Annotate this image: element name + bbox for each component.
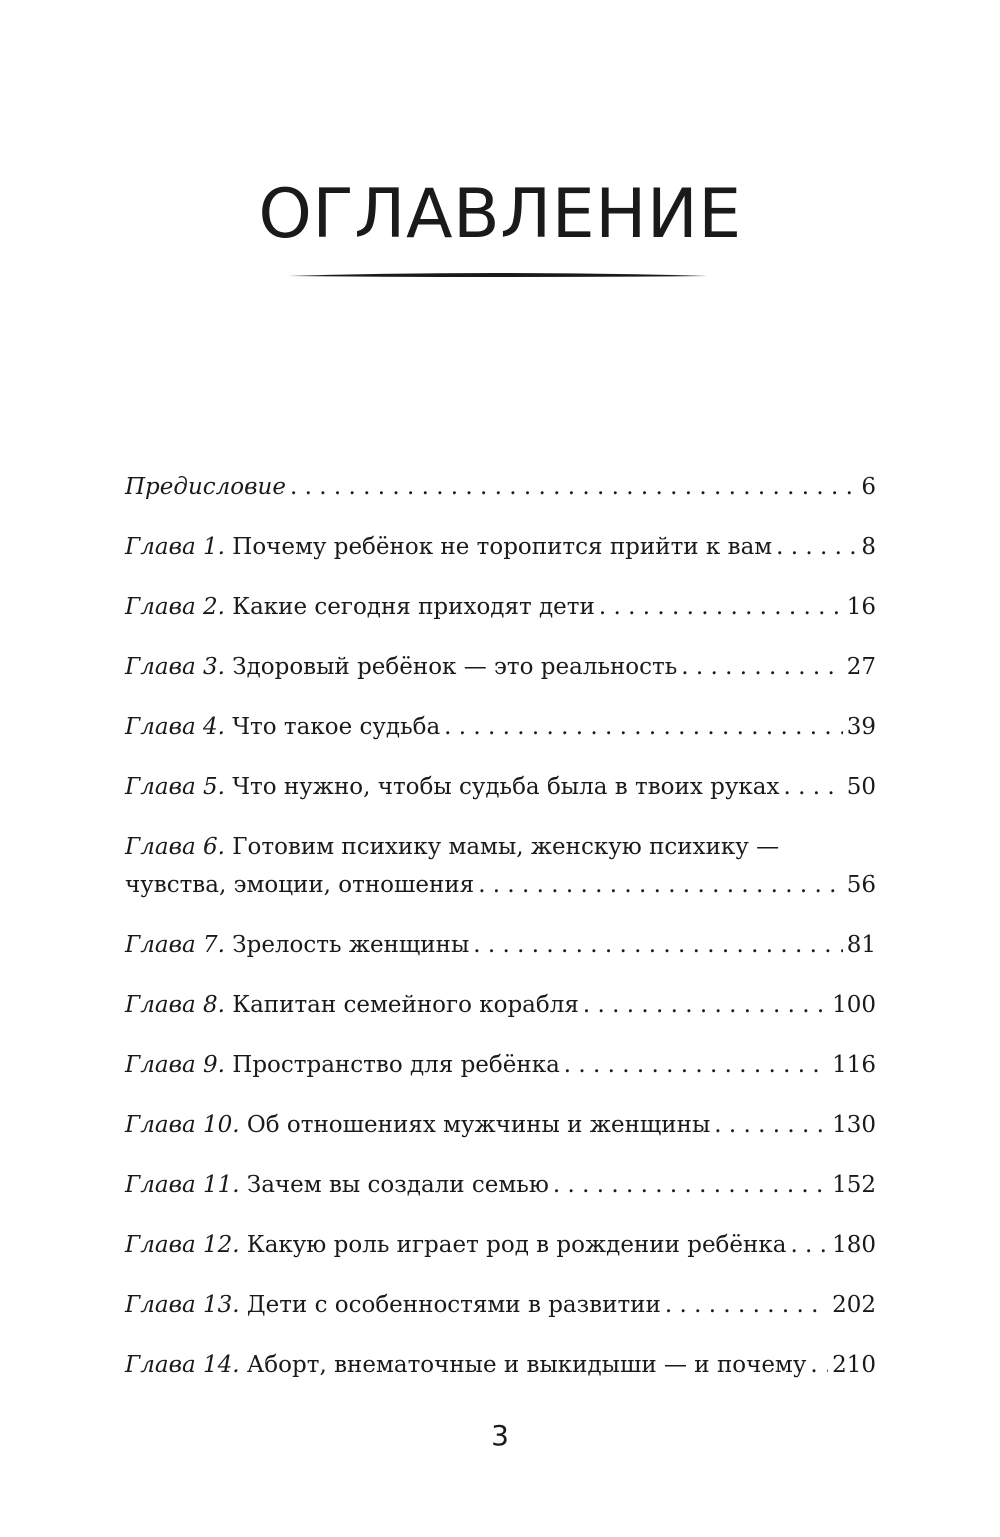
toc-entry-title: Какую роль играет род в рождении ребёнка	[246, 1232, 787, 1258]
toc-entry-preface[interactable]	[125, 457, 876, 517]
title-underline	[288, 268, 708, 282]
toc-page-number: 100	[832, 992, 876, 1018]
toc-entry-label: Предисловие	[125, 474, 286, 500]
toc-page-number: 16	[846, 594, 876, 620]
toc-entry-title: Зрелость женщины	[232, 932, 470, 958]
toc-leader-dots	[599, 577, 843, 637]
toc-leader-dots	[783, 757, 842, 817]
toc-entry-title: Аборт, внематочные и выкидыши — и почему	[246, 1352, 807, 1378]
toc-page-number: 152	[832, 1172, 876, 1198]
toc-entry-chapter-10[interactable]	[125, 1095, 876, 1155]
toc-leader-dots	[790, 1215, 828, 1275]
toc-entry-title: Зачем вы создали семью	[246, 1172, 549, 1198]
toc-entry-title-continued: чувства, эмоции, отношения	[125, 872, 475, 898]
toc-page-number: 202	[832, 1292, 876, 1318]
toc-entry-title: Дети с особенностями в развитии	[246, 1292, 661, 1318]
toc-entry-label: Глава 12.	[125, 1232, 240, 1258]
toc-entry-title: Почему ребёнок не торопится прийти к вам	[232, 534, 773, 560]
toc-entry-chapter-3[interactable]	[125, 637, 876, 697]
toc-leader-dots	[564, 1035, 828, 1095]
toc-page-number: 27	[846, 654, 876, 680]
toc-entry-chapter-4[interactable]	[125, 697, 876, 757]
toc-entry-chapter-5[interactable]	[125, 757, 876, 817]
toc-entry-chapter-8[interactable]	[125, 975, 876, 1035]
toc-entry-chapter-11[interactable]	[125, 1155, 876, 1215]
toc-entry-title: Какие сегодня приходят дети	[232, 594, 595, 620]
toc-entry-title: Готовим психику мамы, женскую психику —	[232, 834, 780, 860]
toc-entry-chapter-14[interactable]	[125, 1335, 876, 1395]
toc-leader-dots	[810, 1335, 828, 1395]
toc-page-number: 50	[846, 774, 876, 800]
toc-leader-dots	[583, 975, 828, 1035]
toc-entry-title: Об отношениях мужчины и женщины	[246, 1112, 711, 1138]
toc-entry-label: Глава 5.	[125, 774, 225, 800]
toc-entry-title: Что такое судьба	[232, 714, 441, 740]
toc-page-number: 116	[832, 1052, 876, 1078]
toc-page-number: 130	[832, 1112, 876, 1138]
toc-entry-label: Глава 6.	[125, 834, 225, 860]
toc-entry-label: Глава 8.	[125, 992, 225, 1018]
toc-entry-label: Глава 1.	[125, 534, 225, 560]
toc-leader-dots	[714, 1095, 828, 1155]
toc-entry-title: Что нужно, чтобы судьба была в твоих руках	[232, 774, 780, 800]
toc-entry-label: Глава 7.	[125, 932, 225, 958]
toc-page-number: 8	[861, 534, 876, 560]
toc-leader-dots	[665, 1275, 828, 1335]
toc-entry-label: Глава 11.	[125, 1172, 240, 1198]
toc-entry-chapter-12[interactable]	[125, 1215, 876, 1275]
toc-entry-label: Глава 10.	[125, 1112, 240, 1138]
toc-entry-chapter-1[interactable]	[125, 517, 876, 577]
toc-entry-label: Глава 2.	[125, 594, 225, 620]
toc-page-number: 56	[846, 872, 876, 898]
toc-entry-chapter-7[interactable]	[125, 915, 876, 975]
toc-entry-label: Глава 13.	[125, 1292, 240, 1318]
toc-entry-title: Здоровый ребёнок — это реальность	[232, 654, 678, 680]
toc-entry-chapter-13[interactable]	[125, 1275, 876, 1335]
toc-entry-label: Глава 9.	[125, 1052, 225, 1078]
toc-entry-chapter-6[interactable]	[125, 817, 876, 915]
toc-page-number: 210	[832, 1352, 876, 1378]
toc-entry-title: Капитан семейного корабля	[232, 992, 579, 1018]
toc-leader-dots	[444, 697, 843, 757]
toc-leader-dots	[473, 915, 842, 975]
toc-leader-dots	[478, 866, 843, 904]
toc-page-number: 180	[832, 1232, 876, 1258]
toc-entry-label: Глава 3.	[125, 654, 225, 680]
page-number: 3	[491, 1419, 509, 1452]
page-title: ОГЛАВЛЕНИЕ	[258, 175, 742, 254]
toc-entry-chapter-2[interactable]	[125, 577, 876, 637]
toc-leader-dots	[776, 517, 857, 577]
table-of-contents	[125, 457, 876, 1395]
toc-entry-label: Глава 4.	[125, 714, 225, 740]
toc-page-number: 6	[861, 474, 876, 500]
toc-leader-dots	[290, 457, 857, 517]
toc-entry-label: Глава 14.	[125, 1352, 240, 1378]
toc-leader-dots	[553, 1155, 828, 1215]
toc-page-number: 81	[846, 932, 876, 958]
toc-leader-dots	[681, 637, 842, 697]
toc-entry-title: Пространство для ребёнка	[232, 1052, 560, 1078]
toc-page-number: 39	[846, 714, 876, 740]
toc-entry-chapter-9[interactable]	[125, 1035, 876, 1095]
